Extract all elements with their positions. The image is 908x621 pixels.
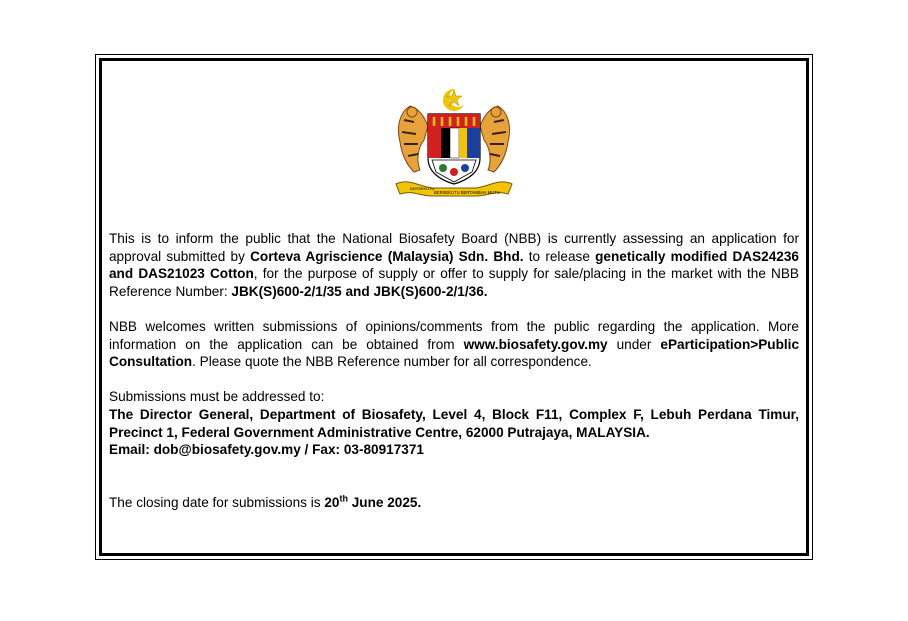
crest-motto-center: BERSEKUTU BERTAMBAH MUTU (434, 190, 500, 195)
contact-line (109, 441, 799, 459)
notice-paragraph-application: This is to inform the public that the National Biosafety Board (NBB) is currently assessing an application for approval submitted by Corteva Agriscience (Malaysia) Sdn. Bhd. to release genetically modified DAS24236 and DAS21023 Cotton, for the purpose of supply or offer to supply for sale/placing in the market with the NBB Reference Number: JBK(S)600-2/1/35 and JBK(S)600-2/1/36. (109, 231, 799, 299)
website-link[interactable]: www.biosafety.gov.my (463, 336, 608, 352)
crest-motto-left: BERSEKUTU (410, 186, 435, 191)
notice-body (109, 230, 799, 511)
address-text: The Director General, Department of Biosafety, Level 4, Block F11, Complex F, Lebuh Perdana Timur, Precinct 1, Federal Government Administrative Centre, 62000 Putrajaya, MALAYSIA. (109, 406, 799, 440)
malaysia-coat-of-arms-icon (388, 86, 520, 202)
closing-date: The closing date for submissions is 20th June 2025. (109, 493, 422, 510)
address-intro: Submissions must be addressed to: (109, 389, 325, 405)
contact-email-fax[interactable]: Email: dob@biosafety.gov.my / Fax: 03-80917371 (109, 442, 424, 458)
notice-paragraph-address (109, 388, 799, 458)
notice-paragraph-submissions-info: NBB welcomes written submissions of opinions/comments from the public regarding the application. More information on the application can be obtained from www.biosafety.gov.my under eParticipation>Public Consultation. Please quote the NBB Reference number for all correspondence. (109, 318, 800, 370)
closing-date-value: 20th June 2025. (324, 493, 422, 510)
